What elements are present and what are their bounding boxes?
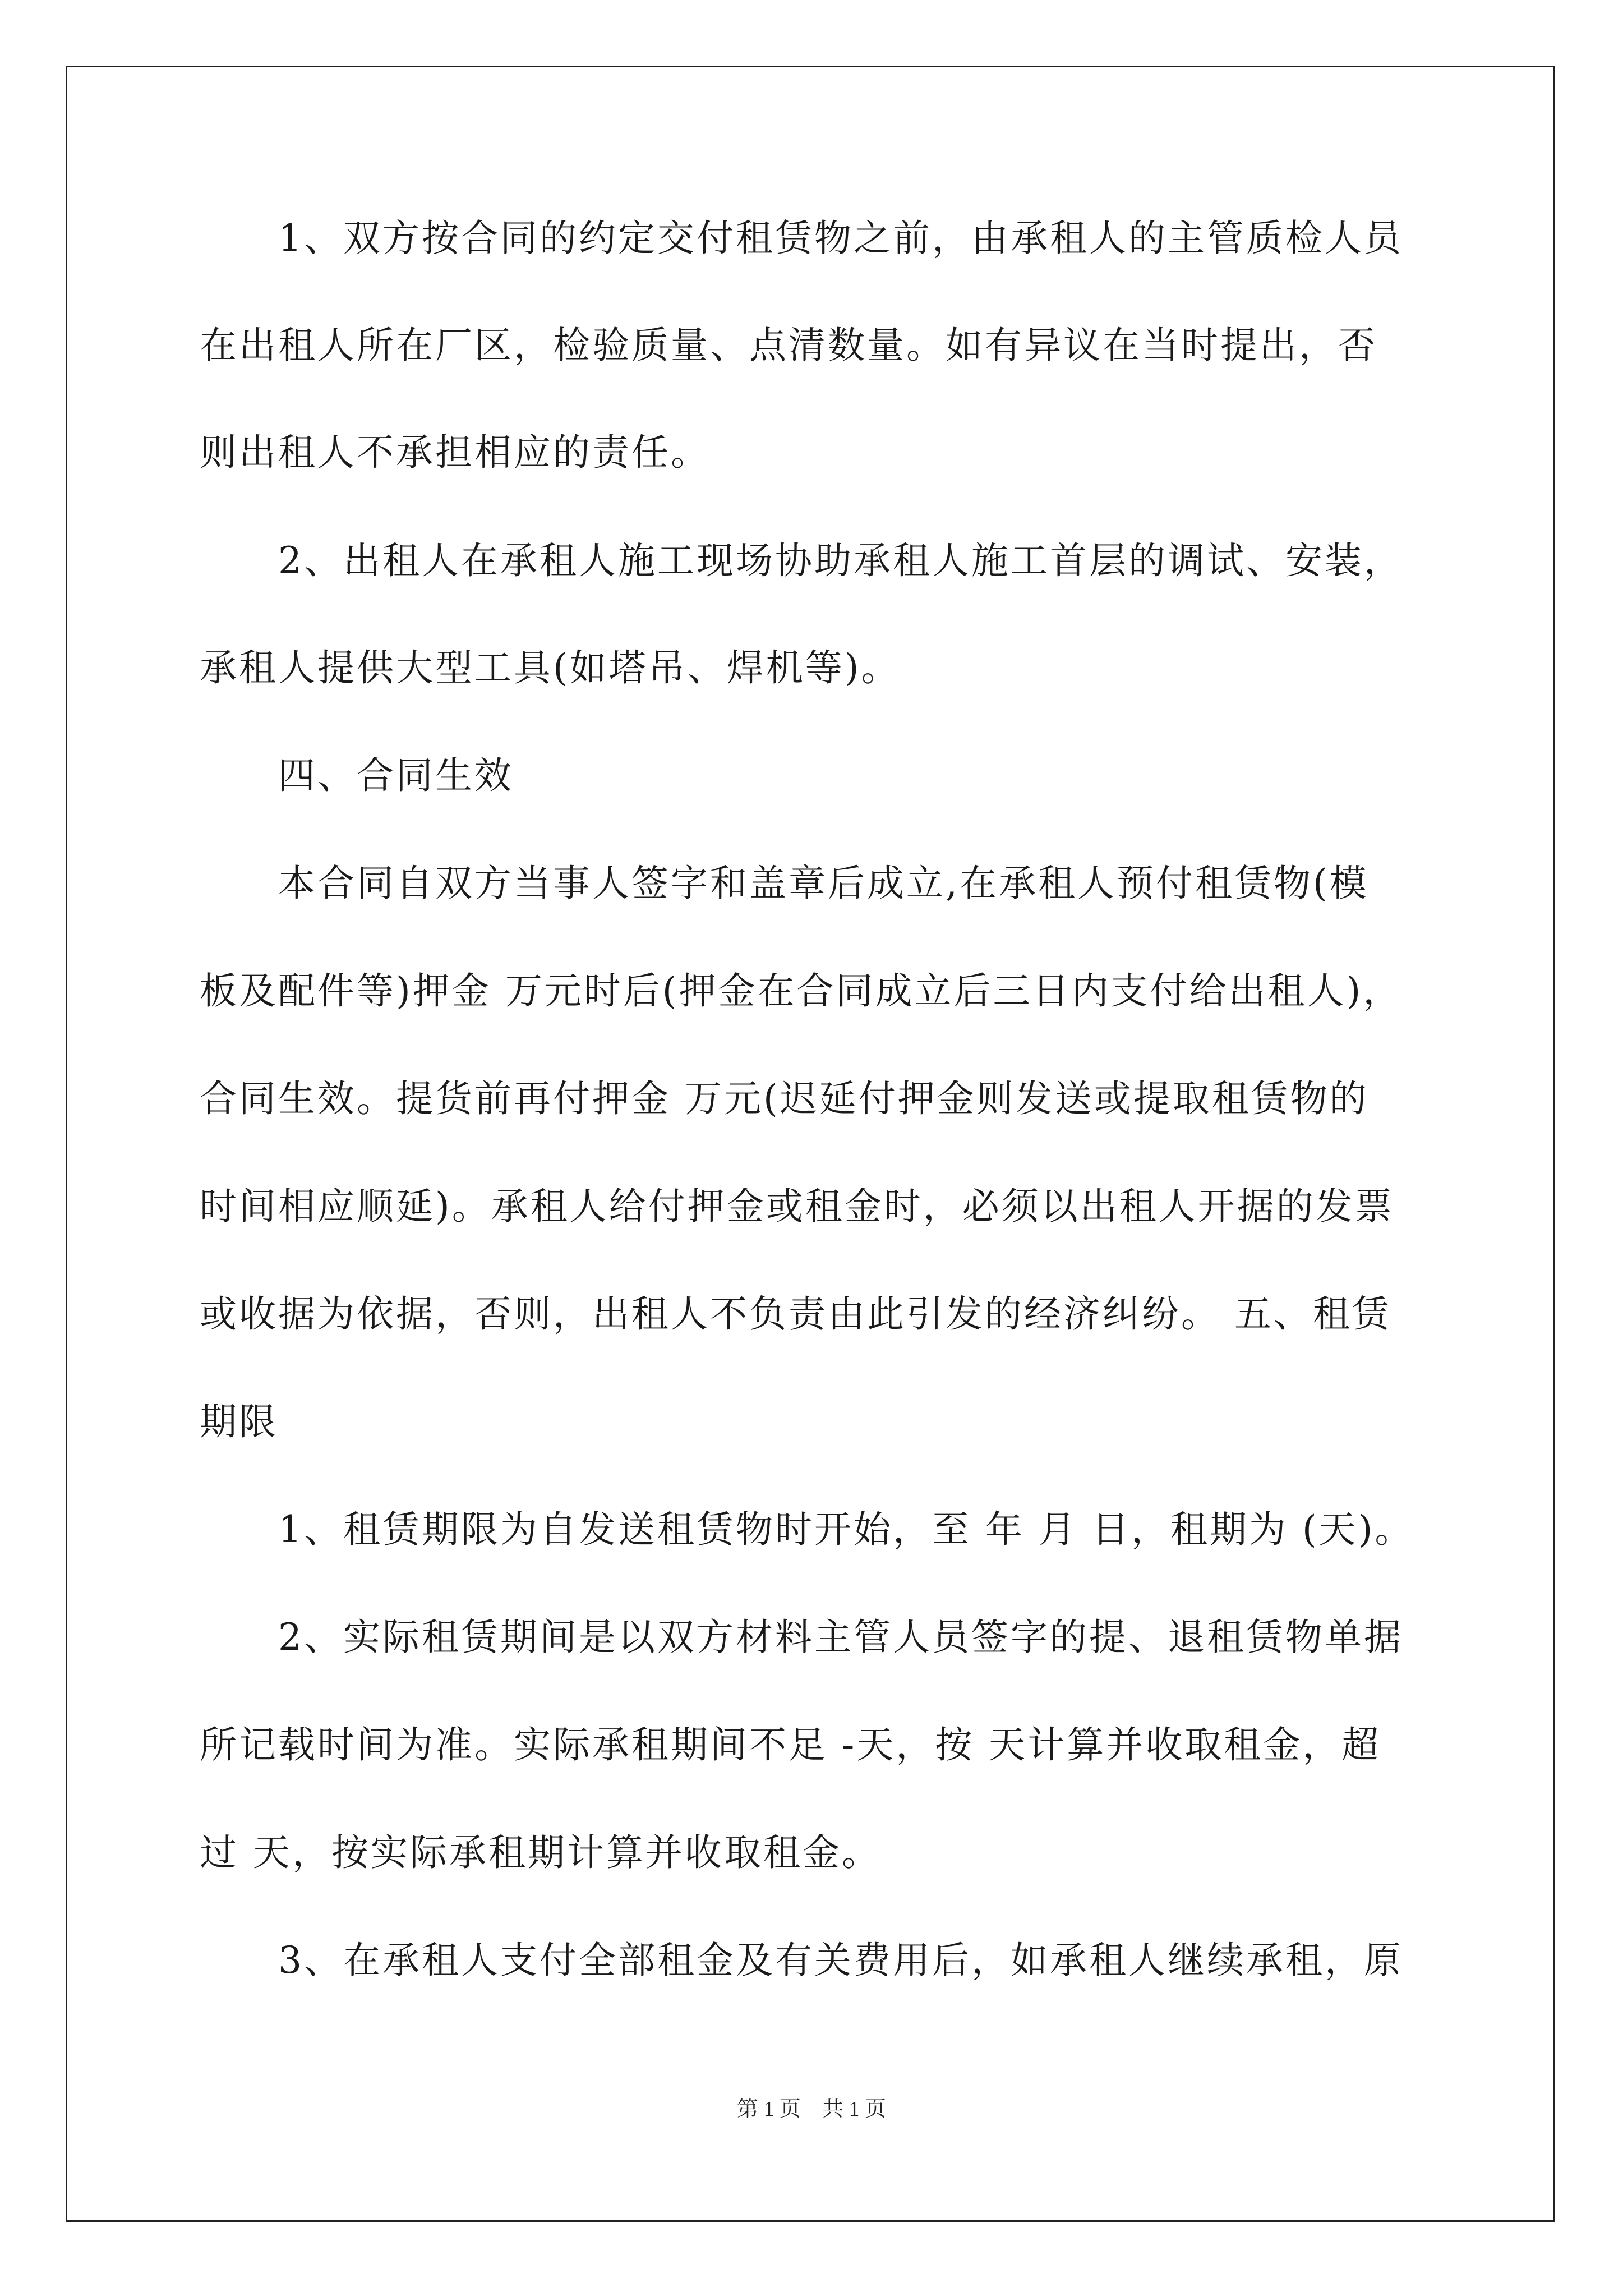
page-footer: 第 1 页 共 1 页 [736, 2097, 886, 2121]
page-border [66, 66, 1555, 2222]
text-line: 合同生效。提货前再付押金 万元(迟延付押金则发送或提取租赁物的 [200, 1077, 1369, 1120]
text-line: 2、出租人在承租人施工现场协助承租人施工首层的调试、安装， [200, 539, 1403, 582]
text-line: 1、双方按合同的约定交付租赁物之前，由承租人的主管质检人员 [200, 217, 1403, 260]
text-line: 2、实际租赁期间是以双方材料主管人员签字的提、退租赁物单据 [200, 1616, 1403, 1659]
text-line: 板及配件等)押金 万元时后(押金在合同成立后三日内支付给出租人)， [200, 969, 1403, 1013]
text-line: 本合同自双方当事人签字和盖章后成立,在承租人预付租赁物(模 [200, 862, 1369, 905]
text-line: 过 天，按实际承租期计算并收取租金。 [200, 1831, 881, 1874]
text-line: 则出租人不承担相应的责任。 [200, 431, 710, 474]
text-line: 时间相应顺延)。承租人给付押金或租金时，必须以出租人开据的发票 [200, 1185, 1394, 1228]
text-line: 期限 [200, 1400, 278, 1443]
section-heading: 四、合同生效 [200, 754, 514, 797]
text-line: 在出租人所在厂区，检验质量、点清数量。如有异议在当时提出，否 [200, 324, 1377, 367]
text-line: 承租人提供大型工具(如塔吊、焊机等)。 [200, 646, 901, 689]
text-line: 3、在承租人支付全部租金及有关费用后，如承租人继续承租，原 [200, 1939, 1403, 1982]
text-line: 所记载时间为准。实际承租期间不足 -天，按 天计算并收取租金，超 [200, 1723, 1381, 1766]
text-line: 或收据为依据，否则，出租人不负责由此引发的经济纠纷。 五、租赁 [200, 1292, 1391, 1336]
text-line: 1、租赁期限为自发送租赁物时开始，至 年 月 日，租期为 (天)。 [200, 1508, 1414, 1551]
